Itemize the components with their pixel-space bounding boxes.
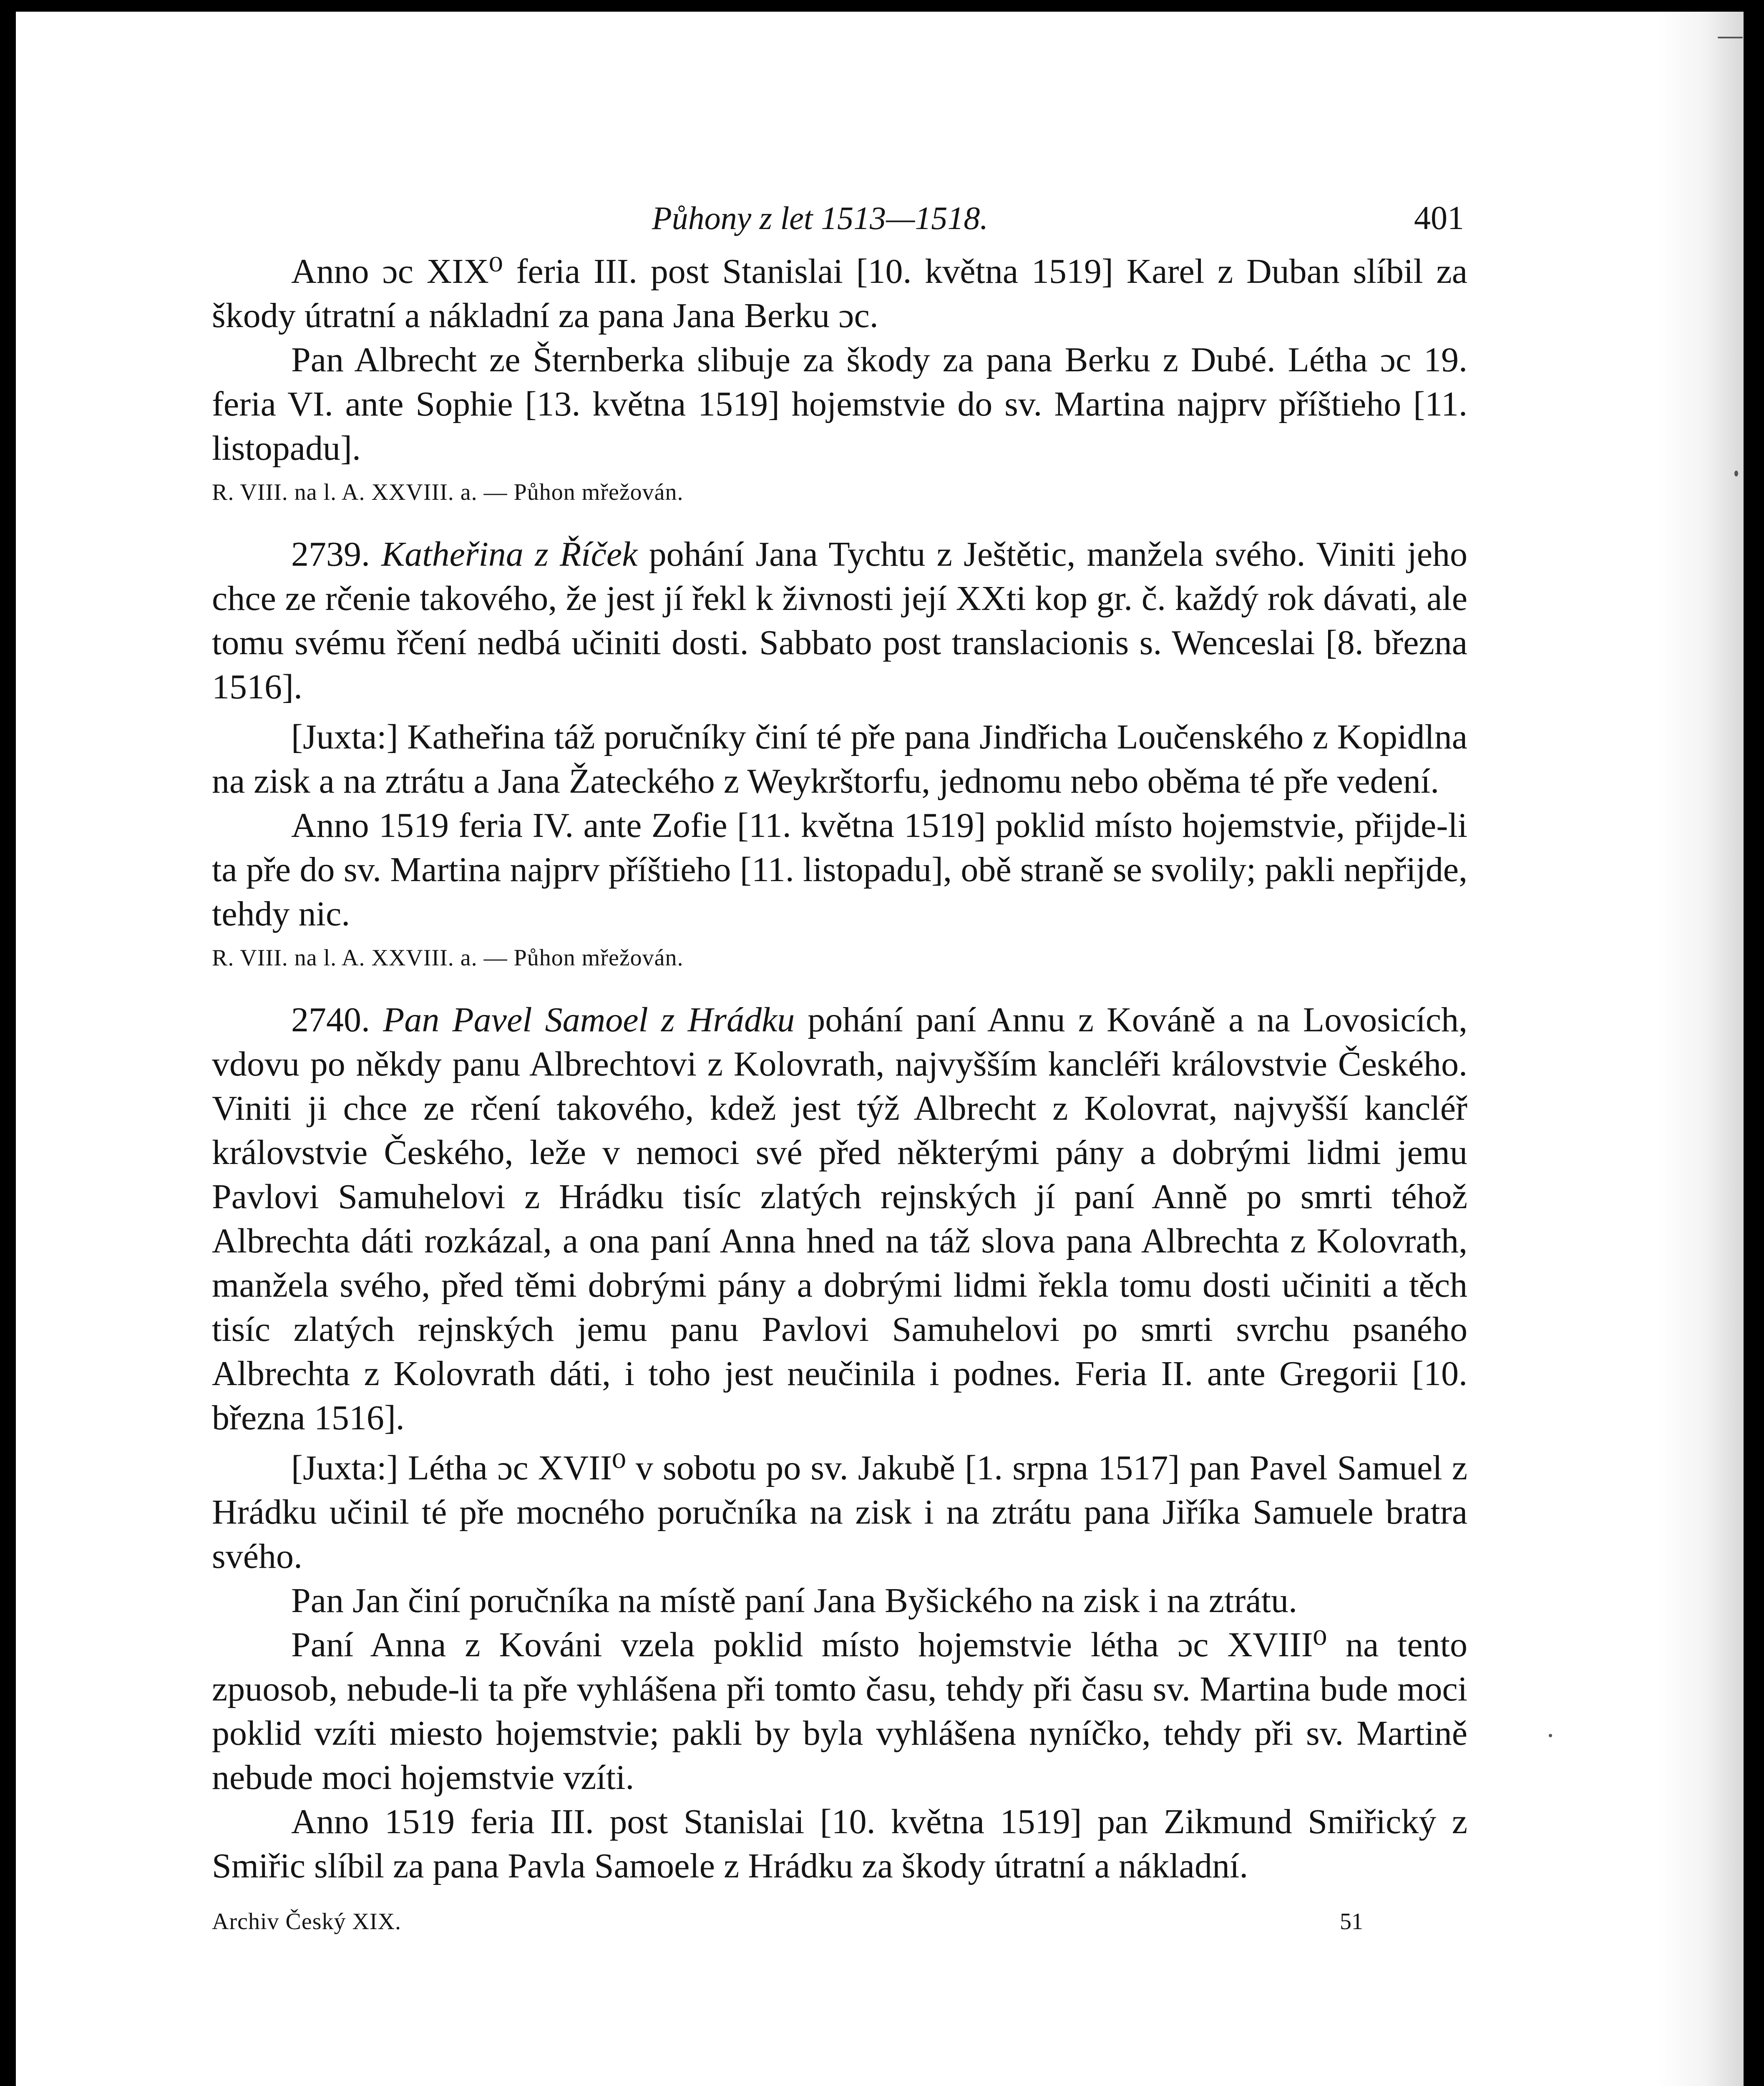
intro-paragraph: Pan Albrecht ze Šternberka slibuje za škody za pana Berku z Dubé. Létha ɔc 19. feria VI. ante Sophie [13. května 1519] hojemstvie do sv. Martina najprv příštieho [11. listopadu]. bbox=[212, 340, 1467, 468]
entry-plaintiff: Katheřina z Říček bbox=[381, 535, 638, 574]
entry-paragraph: Anno 1519 feria IV. ante Zofie [11. května 1519] poklid místo hojemstvie, přijde-li ta pře do sv. Martina najprv příštieho [11. listopadu], obě straně se svolily; pakli nepřijde, tehdy nic. bbox=[212, 806, 1467, 933]
entry-number: 2740. bbox=[291, 1000, 370, 1039]
entry-paragraph: [Juxta:] Létha ɔc XVII⁰ v sobotu po sv. Jakubě [1. srpna 1517] pan Pavel Samuel z Hrádku učinil té pře mocného poručníka na zisk i na ztrátu pana Jiříka Samuele bratra svého. bbox=[212, 1449, 1467, 1576]
scanned-page bbox=[16, 12, 1744, 2086]
entry-2739 bbox=[212, 532, 1467, 975]
entry-plaintiff: Pan Pavel Samoel z Hrádku bbox=[383, 1000, 795, 1039]
page-edge-shadow bbox=[1656, 12, 1744, 2086]
scan-speck bbox=[1718, 37, 1743, 38]
running-title: Půhony z let 1513—1518. bbox=[652, 200, 988, 236]
entry-lead-text: pohání paní Annu z Kováně a na Lovosicích, vdovu po někdy panu Albrechtovi z Kolovrath, najvyšším kancléři královstvie Českého. Viniti ji chce ze rčení takového, kdež jest týž Albrecht z Kolovrat, najvyšší kancléř královstvie Českého, leže v nemoci své před některými pány a dobrými lidmi jemu Pavlovi Samuhelovi z Hrádku tisíc zlatých rejnských jí paní Anně po smrti téhož Albrechta dáti rozkázal, a ona paní Anna hned na táž slova pana Albrechta z Kolovrath, manžela svého, před těmi dobrými pány a dobrými lidmi řekla tomu dosti učiniti a těch tisíc zlatých rejnských jemu panu Pavlovi Samuhelovi po smrti svrchu psaného Albrechta z Kolovrath dáti, i toho jest neučinila i podnes. Feria II. ante Gregorii [10. března 1516]. bbox=[212, 1000, 1468, 1437]
entry-lead bbox=[212, 998, 1467, 1440]
page-header bbox=[212, 187, 1467, 249]
entry-paragraph: [Juxta:] Katheřina táž poručníky činí té pře pana Jindřicha Loučenského z Kopidlna na zisk a na ztrátu a Jana Žateckého z Weykrštorfu, jednomu nebo oběma té pře vedení. bbox=[212, 718, 1467, 801]
intro-section bbox=[212, 249, 1467, 509]
scan-speck bbox=[1734, 471, 1738, 476]
intro-paragraph: Anno ɔc XIX⁰ feria III. post Stanislai [10. května 1519] Karel z Duban slíbil za škody útratní a nákladní za pana Jana Berku ɔc. bbox=[212, 252, 1467, 335]
page-footer bbox=[212, 1908, 1467, 1937]
entry-paragraph: Pan Jan činí poručníka na místě paní Jana Byšického na zisk i na ztrátu. bbox=[291, 1581, 1298, 1620]
entry-paragraph: Anno 1519 feria III. post Stanislai [10. května 1519] pan Zikmund Smiřický z Smiřic slíbil za pana Pavla Samoele z Hrádku za škody útratní a nákladní. bbox=[212, 1802, 1467, 1885]
page-number: 401 bbox=[1414, 200, 1464, 237]
scan-speck bbox=[1549, 1734, 1552, 1737]
page-content bbox=[212, 187, 1467, 1937]
footer-source: Archiv Český XIX. bbox=[212, 1909, 402, 1935]
footer-signature: 51 bbox=[1340, 1909, 1363, 1935]
entry-number: 2739. bbox=[291, 535, 370, 574]
archive-note: R. VIII. na l. A. XXVIII. a. — Půhon mřežován. bbox=[212, 945, 684, 971]
archive-note: R. VIII. na l. A. XXVIII. a. — Půhon mřežován. bbox=[212, 479, 684, 505]
entry-lead bbox=[212, 532, 1467, 709]
entry-paragraph: Paní Anna z Kováni vzela poklid místo hojemstvie létha ɔc XVIII⁰ na tento zpuosob, nebude-li ta pře vyhlášena při tomto času, tehdy při času sv. Martina bude moci poklid vzíti miesto hojemstvie; pakli by byla vyhlášena nyníčko, tehdy při sv. Martině nebude moci hojemstvie vzíti. bbox=[212, 1625, 1467, 1797]
entry-lead-text: pohání Jana Tychtu z Ještětic, manžela svého. Viniti jeho chce ze rčenie takového, že jest jí řekl k živnosti její XXti kop gr. č. každý rok dávati, ale tomu svému řčení nedbá učiniti dosti. Sabbato post translacionis s. Wenceslai [8. března 1516]. bbox=[212, 535, 1467, 706]
entry-2740 bbox=[212, 998, 1467, 1888]
